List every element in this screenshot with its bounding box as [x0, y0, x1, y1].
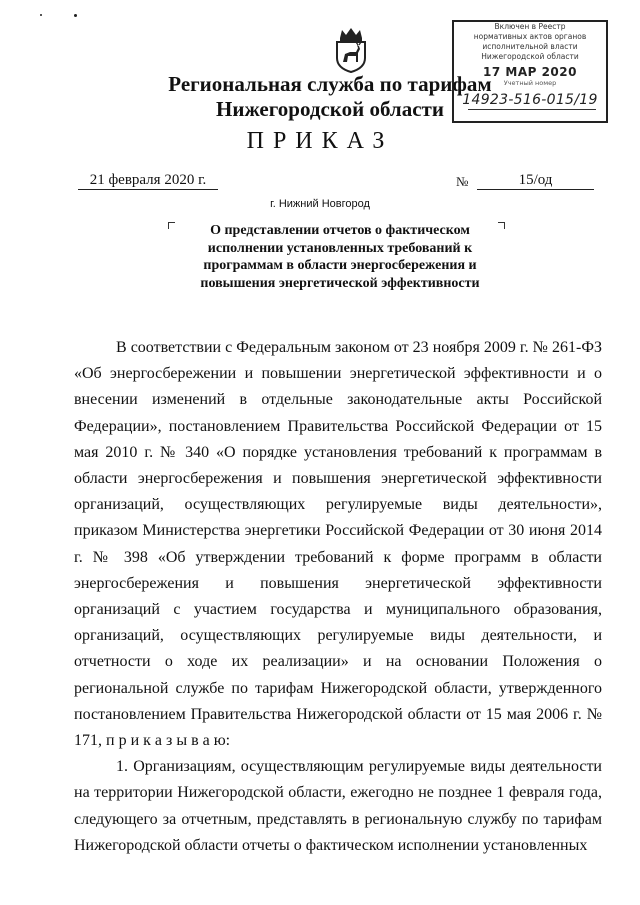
stamp-line: нормативных актов органов: [473, 32, 587, 41]
body-paragraph: В соответствии с Федеральным законом от 23 ноября 2009 г. № 261-ФЗ «Об энергосбережении и повышении энергетической эффективности и о внесении изменений в отдельные законодательные акты Российской Федерации», постановлением Правительства Российской Федерации от 15 мая 2010 г. № 340 «О порядке установления требований к программам в области энергосбережения и повышения энергетической эффективности организаций, осуществляющих регулируемые виды деятельности», приказом Министерства энергетики Российской Федерации от 30 июня 2014 г. № 398 «Об утверждении требований к форме программ в области энергосбережения и повышения энергетической эффективности организаций с участием государства и муниципального образования, организаций, осуществляющих регулируемые виды деятельности, и отчетности о ходе их реализации» и на основании Положения о региональной службе по тарифам Нижегородской области, утвержденного постановлением Правительства Нижегородской области от 15 мая 2006 г. № 171, п р и к а з ы в а ю:: [74, 339, 602, 750]
subject-corner-left: [168, 222, 175, 229]
stamp-reg-number: 14923-516-015/19: [462, 92, 598, 108]
document-date: 21 февраля 2020 г.: [78, 171, 218, 190]
document-type: ПРИКАЗ: [246, 128, 394, 154]
organization-name: Региональная служба по тарифам Нижегородской области: [168, 72, 492, 121]
number-label: №: [456, 174, 469, 189]
document-number: 15/од: [477, 171, 594, 190]
body-paragraph: 1. Организациям, осуществляющим регулируемые виды деятельности на территории Нижегородской области, ежегодно не позднее 1 февраля года, следующего за отчетным, представлять в региональную службу по тарифам Нижегородской области отчеты о фактическом исполнении установленных: [74, 758, 602, 854]
coat-of-arms-icon: [330, 26, 372, 74]
document-body: [74, 335, 602, 859]
stamp-line: исполнительной власти: [482, 42, 578, 51]
scan-speck: [74, 14, 77, 17]
stamp-line: Включен в Реестр: [494, 22, 566, 31]
scan-speck: [40, 14, 42, 16]
city: г. Нижний Новгород: [270, 198, 370, 210]
stamp-date: 17 МАР 2020: [483, 65, 577, 79]
document-subject: О представлении отчетов о фактическом исполнении установленных требований к программам в области энергосбережения и повышения энергетической эффективности: [200, 223, 480, 291]
stamp-reg-label: Учетный номер: [503, 79, 557, 87]
stamp-line: Нижегородской области: [481, 52, 579, 61]
